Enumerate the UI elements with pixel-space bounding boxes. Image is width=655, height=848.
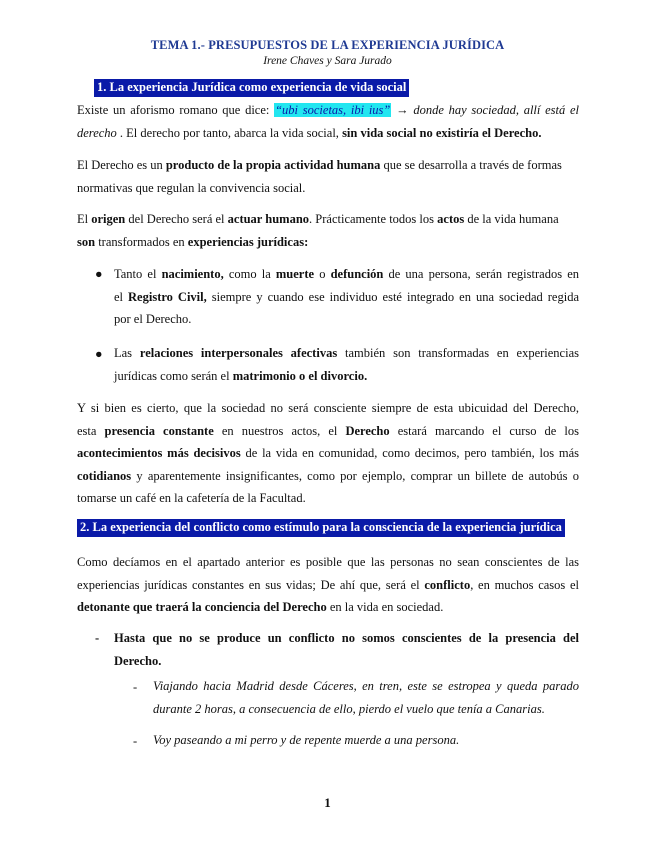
text-run: de la vida humana [464, 212, 559, 226]
paragraph-line: Derecho. [114, 653, 162, 668]
bold-text: son [77, 234, 96, 249]
text-run: . El derecho por tanto, abarca la vida social, [116, 125, 343, 140]
paragraph-line: Hasta que no se produce un conflicto no somos conscientes de la presencia del [114, 631, 579, 645]
paragraph-line [77, 235, 308, 249]
paragraph-line [77, 154, 579, 177]
text-run: del Derecho será el [125, 212, 228, 226]
paragraph-line [77, 574, 579, 597]
bold-text: nacimiento, [161, 267, 224, 281]
bold-text: muerte [275, 267, 315, 281]
paragraph-line: Voy paseando a mi perro y de repente muerde a una persona. [153, 733, 460, 747]
document-authors: Irene Chaves y Sara Jurado [263, 55, 392, 67]
bold-text: actuar humano [227, 212, 310, 226]
text-run: que se desarrolla a través de formas [380, 158, 562, 172]
text-run: también son transformadas en experiencias [337, 346, 579, 360]
text-run: transformados en [95, 234, 188, 249]
section-2-paragraph-1 [77, 551, 579, 619]
section-2-heading: 2. La experiencia del conflicto como estímulo para la consciencia de la experiencia jurídica [77, 519, 565, 537]
sub-item-2 [153, 729, 579, 752]
text-run: y aparentemente insignificantes, como por ejemplo, comprar un billete de autobús o [131, 468, 579, 483]
bold-text: presencia constante [104, 423, 214, 438]
text-run: derecho [77, 125, 117, 140]
highlighted-quote: “ubi societas, ibi ius” [275, 103, 391, 117]
section-1-paragraph-4 [77, 397, 579, 510]
bold-text: matrimonio o el divorcio. [232, 368, 368, 383]
text-run: estará marcando el curso de los [389, 423, 580, 438]
bold-text: origen [91, 212, 126, 226]
paragraph-line: Como decíamos en el apartado anterior es posible que las personas no sean conscientes de las [77, 555, 579, 569]
page-number: 1 [324, 795, 331, 810]
bullet-item-1 [114, 263, 579, 331]
paragraph-line: por el Derecho. [114, 312, 192, 326]
bold-text: detonante que traerá la conciencia del Derecho [77, 600, 327, 614]
bold-text: producto de la propia actividad humana [165, 158, 381, 172]
text-run: El [77, 212, 92, 226]
paragraph-line [77, 126, 541, 140]
bold-text: actos [437, 212, 465, 226]
text-run: o [314, 267, 331, 281]
bold-text: defunción [330, 267, 384, 281]
text-run: El Derecho es un [77, 158, 166, 172]
text-run: en la vida en sociedad. [326, 600, 444, 614]
text-run: experiencias jurídicas constantes en sus vidas; De ahí que, será el [77, 577, 425, 592]
paragraph-line [114, 369, 367, 383]
dash-icon: - [95, 631, 100, 645]
bold-text: Derecho [345, 423, 390, 438]
text-run: el [114, 289, 129, 304]
text-run: de la vida en comunidad, como decimos, pero también, los más [240, 446, 579, 460]
text-run: esta [77, 423, 105, 438]
text-run: en nuestros actos, el [213, 423, 346, 438]
text-run: . Prácticamente todos los [309, 212, 438, 226]
section-1-paragraph-1 [77, 99, 579, 144]
paragraph-line: tomarse un café en la cafetería de la Facultad. [77, 491, 306, 505]
paragraph-line [77, 442, 579, 465]
paragraph-line [77, 600, 443, 614]
bold-text: conflicto [424, 577, 471, 592]
paragraph-line [77, 465, 579, 488]
paragraph-line [77, 99, 579, 122]
bold-text: sin vida social no existiría el Derecho. [342, 125, 542, 140]
bold-text: acontecimientos más decisivos [77, 446, 241, 460]
text-run: de una persona, serán registrados en [383, 267, 579, 281]
dash-icon: - [133, 680, 138, 694]
bold-text: cotidianos [77, 468, 132, 483]
paragraph-line: Viajando hacia Madrid desde Cáceres, en tren, este se estropea y queda parado [153, 679, 579, 693]
section-1-paragraph-3 [77, 208, 579, 253]
text-run: Las [114, 346, 140, 360]
bold-text: relaciones interpersonales afectivas [139, 346, 338, 360]
paragraph-line: Y si bien es cierto, que la sociedad no será consciente siempre de esta ubicuidad del Derecho, [77, 401, 579, 415]
paragraph-line [77, 208, 579, 231]
text-run: como la [223, 267, 276, 281]
paragraph-line [114, 263, 579, 286]
text-run: Existe un aforismo romano que dice: [77, 103, 275, 117]
bullet-icon: ● [95, 347, 103, 361]
dash-icon: - [133, 734, 138, 748]
section-1-paragraph-2 [77, 154, 579, 199]
document-title: TEMA 1.- PRESUPUESTOS DE LA EXPERIENCIA JURÍDICA [150, 38, 505, 52]
text-run: Tanto el [114, 267, 162, 281]
sub-item-1 [153, 675, 579, 720]
bold-text: Registro Civil, [128, 289, 207, 304]
bullet-icon: ● [95, 267, 103, 281]
text-run: → donde hay sociedad, allí está el [391, 103, 579, 117]
paragraph-line [114, 342, 579, 365]
paragraph-line: normativas que regulan la convivencia social. [77, 180, 306, 195]
paragraph-line [114, 286, 579, 309]
text-run: siempre y cuando ese individuo esté integrado en una sociedad regida [206, 289, 579, 304]
dash-item-1 [114, 627, 579, 672]
text-run: jurídicas como serán el [114, 368, 233, 383]
paragraph-line: durante 2 horas, a consecuencia de ello, pierdo el vuelo que tenía a Canarias. [153, 701, 545, 716]
text-run: , en muchos casos el [470, 577, 580, 592]
bullet-item-2 [114, 342, 579, 387]
section-1-heading: 1. La experiencia Jurídica como experiencia de vida social [94, 79, 409, 97]
paragraph-line [77, 420, 579, 443]
bold-text: experiencias jurídicas: [187, 234, 309, 249]
